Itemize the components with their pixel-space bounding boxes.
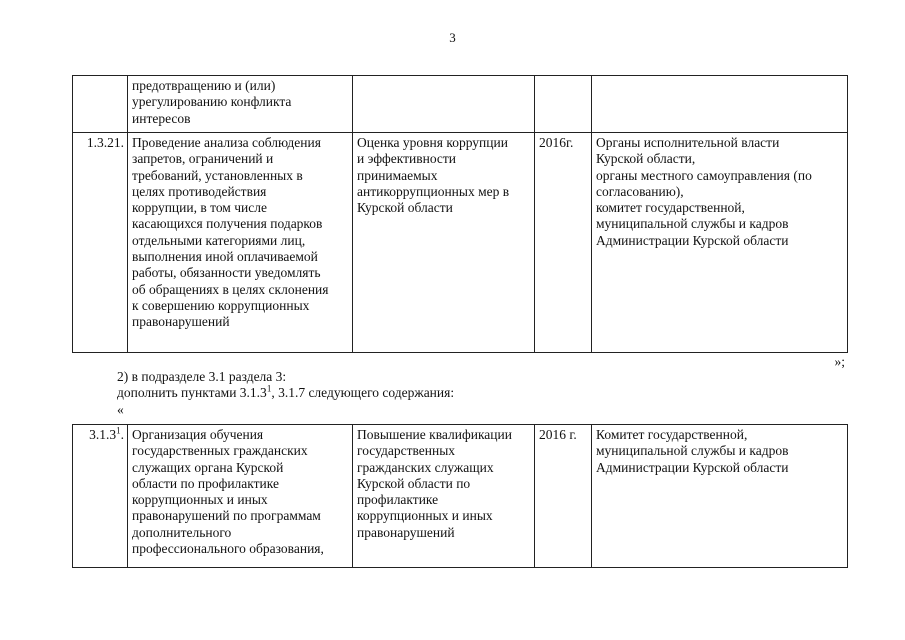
expected-result-cell <box>353 133 535 353</box>
text-line: профессионального образования, <box>132 541 324 557</box>
expected-result-cell <box>353 425 535 568</box>
table-row <box>73 133 848 353</box>
text-line: правонарушений <box>357 524 455 540</box>
text-line: дополнительного <box>132 524 232 540</box>
text-line: работы, обязанности уведомлять <box>132 265 321 281</box>
text-line: Администрации Курской области <box>596 232 789 248</box>
text-fragment: 3.1.3 <box>89 427 117 442</box>
text-line: коррупции, в том числе <box>132 200 267 216</box>
responsible-cell <box>592 76 848 133</box>
text-line: антикоррупционных мер в <box>357 183 510 199</box>
text-line: Органы исполнительной власти <box>596 135 780 150</box>
text-line: Курской области, <box>596 151 696 167</box>
text-line: области по профилактике <box>132 475 279 491</box>
text-fragment: дополнить пунктами 3.1.3 <box>117 385 267 400</box>
superscript: 1 <box>266 383 272 394</box>
text-line: интересов <box>132 110 191 126</box>
text-fragment: , 3.1.7 следующего содержания: <box>271 385 455 400</box>
text-line: коррупционных и иных <box>132 492 268 508</box>
text-line: Курской области <box>357 200 453 216</box>
measures-table-new <box>72 424 848 568</box>
measures-table-continued <box>72 75 848 353</box>
deadline-cell <box>535 76 592 133</box>
text-line: требований, установленных в <box>132 167 303 183</box>
text-line: урегулированию конфликта <box>132 94 292 110</box>
text-line: Администрации Курской области <box>596 459 789 475</box>
expected-result-cell <box>353 76 535 133</box>
text-line: Оценка уровня коррупции <box>357 135 508 150</box>
item-number-cell <box>73 425 128 568</box>
text-line: коррупционных и иных <box>357 508 493 524</box>
deadline-cell: 2016 г. <box>535 425 592 568</box>
text-line: государственных гражданских <box>132 443 308 459</box>
measure-name-cell <box>128 76 353 133</box>
superscript: 1 <box>116 425 121 436</box>
text-line: к совершению коррупционных <box>132 297 310 313</box>
text-line: правонарушений по программам <box>132 508 321 524</box>
text-line: отдельными категориями лиц, <box>132 232 306 248</box>
text-line: об обращениях в целях склонения <box>132 281 329 297</box>
text-line: Повышение квалификации <box>357 427 512 442</box>
text-line: и эффективности <box>357 151 457 167</box>
text-line: предотвращению и (или) <box>132 78 276 93</box>
item-number-cell <box>73 76 128 133</box>
text-line: муниципальной службы и кадров <box>596 216 789 232</box>
deadline-cell: 2016г. <box>535 133 592 353</box>
measure-name-cell <box>128 425 353 568</box>
measure-name-cell <box>128 133 353 353</box>
text-line: запретов, ограничений и <box>132 151 274 167</box>
text-line: Организация обучения <box>132 427 264 442</box>
text-line: комитет государственной, <box>596 200 745 216</box>
text-line: профилактике <box>357 492 439 508</box>
closing-quote: »; <box>834 354 845 369</box>
text-line: служащих органа Курской <box>132 459 284 475</box>
text-line: Проведение анализа соблюдения <box>132 135 321 150</box>
amendment-paragraph <box>117 385 454 401</box>
text-line: согласованию), <box>596 183 684 199</box>
text-line: гражданских служащих <box>357 459 494 475</box>
text-line: принимаемых <box>357 167 438 183</box>
text-line: муниципальной службы и кадров <box>596 443 789 459</box>
text-line: органы местного самоуправления (по <box>596 167 812 183</box>
text-line: государственных <box>357 443 456 459</box>
text-line: касающихся получения подарков <box>132 216 323 232</box>
item-number-cell: 1.3.21. <box>73 133 128 353</box>
amendment-paragraph: 2) в подразделе 3.1 раздела 3: <box>117 369 287 384</box>
opening-quote: « <box>117 402 124 417</box>
text-line: Курской области по <box>357 475 471 491</box>
table-row <box>73 76 848 133</box>
page-number: 3 <box>449 30 456 45</box>
responsible-cell <box>592 133 848 353</box>
text-line: правонарушений <box>132 314 230 330</box>
text-line: целях противодействия <box>132 183 267 199</box>
text-line: Комитет государственной, <box>596 427 748 442</box>
responsible-cell <box>592 425 848 568</box>
table-row <box>73 425 848 568</box>
text-line: выполнения иной оплачиваемой <box>132 249 318 265</box>
text-fragment: . <box>120 427 124 442</box>
